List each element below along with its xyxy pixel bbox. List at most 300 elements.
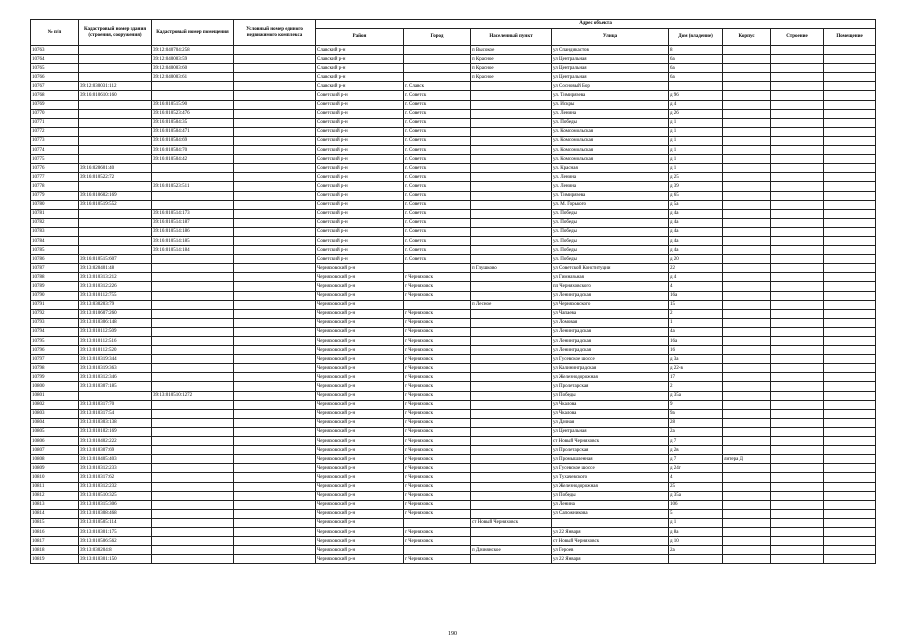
- cell-district: Славский р-н: [316, 64, 404, 73]
- cell-street: ул Гусевское шоссе: [552, 464, 669, 473]
- cell-settlement: [471, 482, 552, 491]
- header-stroenie: Строение: [771, 29, 824, 46]
- cell-stroenie: [771, 291, 824, 300]
- cell-cadastral-building: 39:13:010315:306: [79, 500, 152, 509]
- cell-row-number: 10791: [31, 300, 79, 309]
- cell-pomeshchenie: [824, 164, 876, 173]
- cell-conditional-number: [234, 455, 316, 464]
- cell-cadastral-room: [152, 455, 234, 464]
- cell-pomeshchenie: [824, 491, 876, 500]
- table-row: [31, 409, 876, 418]
- cell-cadastral-room: 39:16:010504:69: [152, 136, 234, 145]
- cell-city: [404, 518, 471, 527]
- cell-stroenie: [771, 482, 824, 491]
- cell-street: ул. Комсомольская: [552, 146, 669, 155]
- cell-settlement: [471, 118, 552, 127]
- cell-row-number: 10801: [31, 391, 79, 400]
- cell-stroenie: [771, 491, 824, 500]
- cell-conditional-number: [234, 373, 316, 382]
- cell-pomeshchenie: [824, 182, 876, 191]
- table-row: [31, 100, 876, 109]
- cell-conditional-number: [234, 418, 316, 427]
- table-row: [31, 55, 876, 64]
- cell-district: Черняховский р-н: [316, 418, 404, 427]
- cell-street: пл Черняховского: [552, 282, 669, 291]
- cell-cadastral-room: 39:12:040003:60: [152, 64, 234, 73]
- cell-city: г Черняховск: [404, 464, 471, 473]
- cell-street: ул. Ленина: [552, 109, 669, 118]
- cell-pomeshchenie: [824, 73, 876, 82]
- cell-district: Черняховский р-н: [316, 409, 404, 418]
- cell-district: Черняховский р-н: [316, 382, 404, 391]
- cell-pomeshchenie: [824, 518, 876, 527]
- cell-cadastral-room: 39:16:010504:35: [152, 118, 234, 127]
- cell-house: 4: [669, 282, 723, 291]
- cell-street: ул Центральная: [552, 55, 669, 64]
- table-row: [31, 127, 876, 136]
- cell-house: 16а: [669, 337, 723, 346]
- table-row: [31, 73, 876, 82]
- cell-district: Черняховский р-н: [316, 273, 404, 282]
- cell-cadastral-building: 39:13:010312:226: [79, 282, 152, 291]
- cell-row-number: 10796: [31, 346, 79, 355]
- cell-pomeshchenie: [824, 482, 876, 491]
- cell-house: д 4а: [669, 218, 723, 227]
- cell-street: ул. Комсомольская: [552, 136, 669, 145]
- cell-cadastral-room: [152, 491, 234, 500]
- cell-district: Черняховский р-н: [316, 337, 404, 346]
- cell-row-number: 10773: [31, 136, 79, 145]
- cell-district: Черняховский р-н: [316, 346, 404, 355]
- cell-cadastral-building: [79, 46, 152, 55]
- cell-district: Советский р-н: [316, 127, 404, 136]
- cell-house: д 5а: [669, 200, 723, 209]
- cell-cadastral-building: 39:13:020401:48: [79, 264, 152, 273]
- cell-city: г. Советск: [404, 155, 471, 164]
- cell-row-number: 10817: [31, 537, 79, 546]
- cell-korpus: [723, 64, 771, 73]
- cell-house: д 39: [669, 182, 723, 191]
- cell-cadastral-room: 39:13:010510:1272: [152, 391, 234, 400]
- cell-stroenie: [771, 209, 824, 218]
- cell-stroenie: [771, 282, 824, 291]
- cell-district: Советский р-н: [316, 118, 404, 127]
- cell-conditional-number: [234, 391, 316, 400]
- cell-street: ул Сосновый Бор: [552, 82, 669, 91]
- cell-korpus: [723, 127, 771, 136]
- cell-korpus: [723, 509, 771, 518]
- cell-pomeshchenie: [824, 555, 876, 564]
- cell-cadastral-room: [152, 473, 234, 482]
- cell-house: 9: [669, 400, 723, 409]
- cell-city: г Черняховск: [404, 500, 471, 509]
- cell-street: ул. Победы: [552, 236, 669, 245]
- cell-cadastral-room: [152, 427, 234, 436]
- cell-row-number: 10798: [31, 364, 79, 373]
- cell-stroenie: [771, 264, 824, 273]
- cell-settlement: [471, 100, 552, 109]
- cell-pomeshchenie: [824, 82, 876, 91]
- cell-district: Черняховский р-н: [316, 464, 404, 473]
- cell-house: 16: [669, 346, 723, 355]
- cell-conditional-number: [234, 518, 316, 527]
- cell-cadastral-room: [152, 464, 234, 473]
- cell-row-number: 10795: [31, 337, 79, 346]
- table-row: [31, 418, 876, 427]
- cell-district: Советский р-н: [316, 218, 404, 227]
- cell-house: д 2в: [669, 446, 723, 455]
- cell-conditional-number: [234, 227, 316, 236]
- cell-settlement: [471, 446, 552, 455]
- cell-house: д 1: [669, 127, 723, 136]
- cell-cadastral-room: [152, 518, 234, 527]
- cell-house: [669, 82, 723, 91]
- cell-settlement: [471, 227, 552, 236]
- cell-city: г Черняховск: [404, 382, 471, 391]
- cell-street: ул. Победы: [552, 209, 669, 218]
- cell-conditional-number: [234, 400, 316, 409]
- table-row: [31, 136, 876, 145]
- table-row: [31, 173, 876, 182]
- cell-stroenie: [771, 155, 824, 164]
- cell-cadastral-room: [152, 382, 234, 391]
- table-row: [31, 400, 876, 409]
- cell-row-number: 10805: [31, 427, 79, 436]
- cell-district: Советский р-н: [316, 200, 404, 209]
- cell-street: ул. Комсомольская: [552, 155, 669, 164]
- cell-city: г Черняховск: [404, 509, 471, 518]
- cell-row-number: 10786: [31, 255, 79, 264]
- cell-city: г. Советск: [404, 164, 471, 173]
- cell-district: Советский р-н: [316, 191, 404, 200]
- cell-conditional-number: [234, 155, 316, 164]
- cell-stroenie: [771, 473, 824, 482]
- cell-korpus: [723, 236, 771, 245]
- cell-district: Славский р-н: [316, 73, 404, 82]
- cell-pomeshchenie: [824, 537, 876, 546]
- cell-settlement: [471, 500, 552, 509]
- cell-city: г Черняховск: [404, 482, 471, 491]
- cell-conditional-number: [234, 164, 316, 173]
- cell-city: г Черняховск: [404, 473, 471, 482]
- table-row: [31, 373, 876, 382]
- table-row: [31, 491, 876, 500]
- cell-stroenie: [771, 527, 824, 536]
- cell-house: д 1: [669, 118, 723, 127]
- cell-cadastral-room: [152, 264, 234, 273]
- cell-conditional-number: [234, 100, 316, 109]
- cell-korpus: [723, 437, 771, 446]
- cell-street: ул. Ленина: [552, 173, 669, 182]
- cell-conditional-number: [234, 236, 316, 245]
- cell-cadastral-building: 39:13:010301:175: [79, 527, 152, 536]
- cell-korpus: [723, 418, 771, 427]
- cell-conditional-number: [234, 364, 316, 373]
- cell-settlement: [471, 355, 552, 364]
- table-row: [31, 236, 876, 245]
- cell-conditional-number: [234, 73, 316, 82]
- cell-korpus: [723, 391, 771, 400]
- cell-cadastral-building: [79, 127, 152, 136]
- cell-row-number: 10783: [31, 227, 79, 236]
- cell-city: г. Советск: [404, 227, 471, 236]
- cell-row-number: 10804: [31, 418, 79, 427]
- cell-stroenie: [771, 255, 824, 264]
- cell-district: Славский р-н: [316, 46, 404, 55]
- cell-house: [669, 555, 723, 564]
- cell-cadastral-room: [152, 400, 234, 409]
- cell-city: г Черняховск: [404, 409, 471, 418]
- cell-row-number: 10770: [31, 109, 79, 118]
- cell-cadastral-room: [152, 309, 234, 318]
- cell-settlement: [471, 382, 552, 391]
- cell-cadastral-building: 39:13:030203:79: [79, 300, 152, 309]
- cell-cadastral-room: [152, 546, 234, 555]
- cell-pomeshchenie: [824, 300, 876, 309]
- table-row: [31, 255, 876, 264]
- cell-street: ул Сапожникова: [552, 509, 669, 518]
- cell-cadastral-room: 39:16:010514:185: [152, 236, 234, 245]
- cell-conditional-number: [234, 136, 316, 145]
- cell-city: г. Советск: [404, 91, 471, 100]
- cell-pomeshchenie: [824, 409, 876, 418]
- cell-korpus: [723, 200, 771, 209]
- cell-row-number: 10777: [31, 173, 79, 182]
- cell-pomeshchenie: [824, 346, 876, 355]
- cell-stroenie: [771, 64, 824, 73]
- cell-house: д 35а: [669, 391, 723, 400]
- table-row: [31, 500, 876, 509]
- table-row: [31, 473, 876, 482]
- cell-korpus: [723, 327, 771, 336]
- cell-cadastral-building: 39:13:010102:169: [79, 427, 152, 436]
- cell-city: г Черняховск: [404, 418, 471, 427]
- cell-house: 8: [669, 46, 723, 55]
- cell-city: г. Славск: [404, 82, 471, 91]
- cell-settlement: [471, 400, 552, 409]
- cell-city: г. Советск: [404, 255, 471, 264]
- cell-pomeshchenie: [824, 400, 876, 409]
- cell-cadastral-room: [152, 346, 234, 355]
- cell-city: г Черняховск: [404, 309, 471, 318]
- cell-stroenie: [771, 318, 824, 327]
- cell-pomeshchenie: [824, 282, 876, 291]
- cell-district: Черняховский р-н: [316, 355, 404, 364]
- cell-district: Советский р-н: [316, 109, 404, 118]
- cell-street: ул Ленинградская: [552, 346, 669, 355]
- cell-pomeshchenie: [824, 109, 876, 118]
- header-number: № п/п: [31, 20, 79, 46]
- cell-cadastral-building: 39:16:010610:160: [79, 91, 152, 100]
- cell-pomeshchenie: [824, 500, 876, 509]
- cell-cadastral-building: [79, 218, 152, 227]
- cell-city: г. Советск: [404, 200, 471, 209]
- cell-cadastral-building: 39:16:010522:72: [79, 173, 152, 182]
- cell-district: Черняховский р-н: [316, 537, 404, 546]
- cell-settlement: [471, 427, 552, 436]
- cell-conditional-number: [234, 491, 316, 500]
- cell-district: Черняховский р-н: [316, 473, 404, 482]
- cell-cadastral-room: [152, 273, 234, 282]
- cell-street: ул. Красная: [552, 164, 669, 173]
- cell-conditional-number: [234, 318, 316, 327]
- header-house: Дом (владение): [669, 29, 723, 46]
- cell-korpus: [723, 473, 771, 482]
- table-row: [31, 346, 876, 355]
- cell-district: Черняховский р-н: [316, 446, 404, 455]
- cell-conditional-number: [234, 109, 316, 118]
- cell-district: Советский р-н: [316, 182, 404, 191]
- cell-stroenie: [771, 182, 824, 191]
- header-pomeshchenie: Помещение: [824, 29, 876, 46]
- table-row: [31, 191, 876, 200]
- cell-street: ул Черняховского: [552, 300, 669, 309]
- cell-street: ул. Комсомольская: [552, 127, 669, 136]
- cell-cadastral-room: 39:16:010504:471: [152, 127, 234, 136]
- cell-conditional-number: [234, 509, 316, 518]
- cell-street: ул. Победы: [552, 255, 669, 264]
- cell-city: [404, 73, 471, 82]
- cell-settlement: [471, 255, 552, 264]
- cell-settlement: [471, 337, 552, 346]
- cell-cadastral-building: [79, 209, 152, 218]
- cell-cadastral-building: 39:13:010312:346: [79, 373, 152, 382]
- cell-korpus: [723, 73, 771, 82]
- cell-settlement: [471, 291, 552, 300]
- cell-street: ул Калининградская: [552, 364, 669, 373]
- cell-korpus: [723, 300, 771, 309]
- cell-city: г. Советск: [404, 218, 471, 227]
- cell-cadastral-building: 39:13:010307:185: [79, 382, 152, 391]
- cell-row-number: 10819: [31, 555, 79, 564]
- cell-district: Советский р-н: [316, 146, 404, 155]
- cell-house: 15: [669, 300, 723, 309]
- table-row: [31, 446, 876, 455]
- cell-conditional-number: [234, 82, 316, 91]
- cell-korpus: [723, 109, 771, 118]
- cell-pomeshchenie: [824, 191, 876, 200]
- cell-cadastral-room: [152, 355, 234, 364]
- cell-stroenie: [771, 446, 824, 455]
- cell-city: г Черняховск: [404, 282, 471, 291]
- cell-korpus: [723, 364, 771, 373]
- cell-district: Советский р-н: [316, 236, 404, 245]
- cell-pomeshchenie: [824, 364, 876, 373]
- table-row: [31, 146, 876, 155]
- cell-district: Черняховский р-н: [316, 455, 404, 464]
- cell-street: ул Гусевское шоссе: [552, 355, 669, 364]
- real-estate-register-table: [30, 19, 876, 564]
- cell-city: г. Советск: [404, 136, 471, 145]
- cell-korpus: [723, 273, 771, 282]
- cell-street: ул Центральная: [552, 64, 669, 73]
- cell-street: ул. Тимирязева: [552, 191, 669, 200]
- cell-cadastral-building: 39:16:010519:552: [79, 200, 152, 209]
- cell-korpus: [723, 500, 771, 509]
- cell-settlement: [471, 391, 552, 400]
- cell-cadastral-building: 39:13:010307:69: [79, 446, 152, 455]
- header-street: Улица: [552, 29, 669, 46]
- cell-stroenie: [771, 518, 824, 527]
- cell-korpus: [723, 355, 771, 364]
- cell-cadastral-room: 39:16:010504:70: [152, 146, 234, 155]
- cell-stroenie: [771, 118, 824, 127]
- cell-row-number: 10781: [31, 209, 79, 218]
- table-row: [31, 464, 876, 473]
- cell-conditional-number: [234, 182, 316, 191]
- cell-cadastral-building: [79, 236, 152, 245]
- cell-city: г Черняховск: [404, 391, 471, 400]
- cell-settlement: [471, 318, 552, 327]
- cell-stroenie: [771, 500, 824, 509]
- cell-korpus: [723, 182, 771, 191]
- cell-district: Черняховский р-н: [316, 491, 404, 500]
- cell-row-number: 10802: [31, 400, 79, 409]
- cell-district: Черняховский р-н: [316, 518, 404, 527]
- cell-district: Советский р-н: [316, 100, 404, 109]
- cell-settlement: [471, 82, 552, 91]
- cell-korpus: [723, 318, 771, 327]
- cell-cadastral-building: 39:13:010303:138: [79, 418, 152, 427]
- cell-street: ул Гимназьная: [552, 273, 669, 282]
- cell-city: г Черняховск: [404, 455, 471, 464]
- cell-pomeshchenie: [824, 527, 876, 536]
- cell-street: ул Дачная: [552, 418, 669, 427]
- cell-stroenie: [771, 418, 824, 427]
- cell-street: ул Центральная: [552, 427, 669, 436]
- cell-conditional-number: [234, 255, 316, 264]
- cell-stroenie: [771, 309, 824, 318]
- cell-cadastral-building: 39:13:010506:562: [79, 537, 152, 546]
- cell-korpus: [723, 55, 771, 64]
- cell-cadastral-room: [152, 337, 234, 346]
- cell-stroenie: [771, 173, 824, 182]
- table-row: [31, 246, 876, 255]
- cell-korpus: [723, 518, 771, 527]
- header-cadastral-building: Кадастровый номер здания (строения, сооружения): [79, 20, 152, 46]
- table-row: [31, 200, 876, 209]
- cell-pomeshchenie: [824, 227, 876, 236]
- cell-row-number: 10800: [31, 382, 79, 391]
- cell-district: Советский р-н: [316, 164, 404, 173]
- cell-house: д 4а: [669, 246, 723, 255]
- cell-conditional-number: [234, 382, 316, 391]
- cell-cadastral-room: [152, 509, 234, 518]
- cell-korpus: [723, 264, 771, 273]
- cell-city: г Черняховск: [404, 400, 471, 409]
- cell-korpus: [723, 309, 771, 318]
- cell-conditional-number: [234, 437, 316, 446]
- header-address-group: Адрес объекта: [316, 20, 876, 29]
- cell-korpus: [723, 246, 771, 255]
- cell-settlement: [471, 464, 552, 473]
- cell-pomeshchenie: [824, 318, 876, 327]
- cell-row-number: 10778: [31, 182, 79, 191]
- cell-street: ул Чкалова: [552, 400, 669, 409]
- cell-settlement: п Красное: [471, 73, 552, 82]
- cell-city: г Черняховск: [404, 427, 471, 436]
- cell-row-number: 10764: [31, 55, 79, 64]
- cell-settlement: [471, 209, 552, 218]
- cell-house: д 35а: [669, 491, 723, 500]
- cell-settlement: [471, 346, 552, 355]
- cell-district: Черняховский р-н: [316, 400, 404, 409]
- cell-cadastral-room: [152, 300, 234, 309]
- cell-street: ул Спандикастов: [552, 46, 669, 55]
- cell-cadastral-room: [152, 418, 234, 427]
- table-row: [31, 209, 876, 218]
- cell-pomeshchenie: [824, 382, 876, 391]
